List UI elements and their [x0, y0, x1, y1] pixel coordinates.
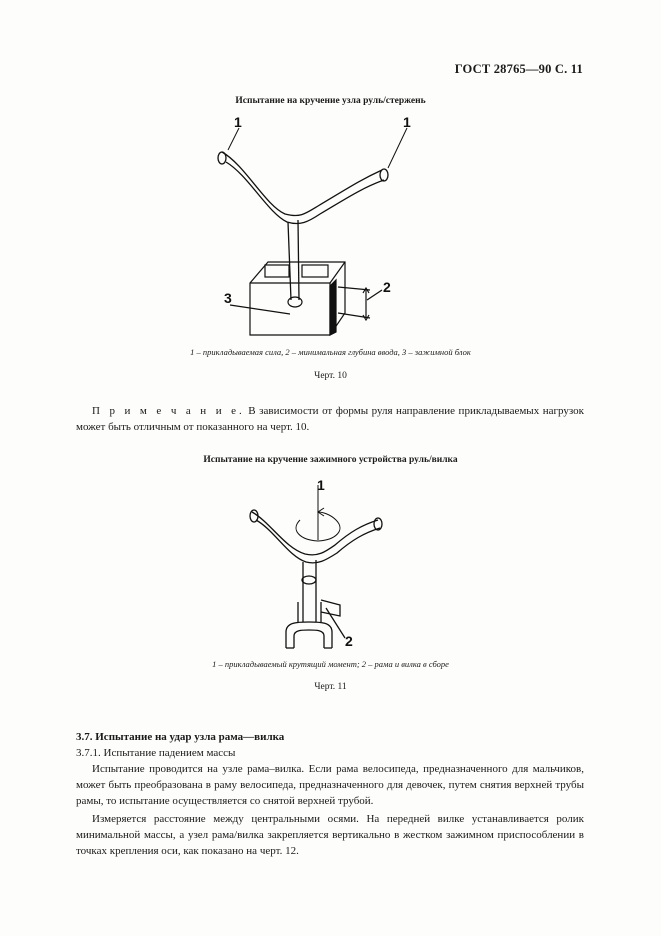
figure-10-caption: 1 – прикладываемая сила, 2 – минимальная глубина ввода, 3 – зажимной блок — [190, 347, 471, 357]
paragraph-1: Испытание проводится на узле рама–вилка. Если рама велосипеда, предназначенного для мальчиков, может быть преобразована в раму велосипеда, предназначенного для девочек, путем снятия верхней трубы рамы, то испытание осуществляется со снятой верхней трубой. — [76, 763, 584, 807]
paragraph-2: Измеряется расстояние между центральными осями. На передней вилке устанавливается ролик минимальной массы, а узел рама/вилка закрепляется вертикально в жестком зажимном приспособлении в точках крепления оси, как показано на черт. 12. — [76, 813, 584, 857]
note-label: П р и м е ч а н и е. — [92, 405, 245, 417]
label-force-left: 1 — [234, 114, 242, 130]
clamp-block — [230, 262, 382, 335]
figure-10-title: Испытание на кручение узла руль/стержень — [235, 96, 426, 106]
figure-11-title: Испытание на кручение зажимного устройства руль/вилка — [203, 455, 458, 465]
figure-10-number: Черт. 10 — [314, 371, 347, 381]
stem-fig10 — [288, 220, 299, 300]
page-header: ГОСТ 28765—90 С. 11 — [454, 62, 583, 76]
note-text: В зависимости от формы руля направление прикладываемых нагрузок может быть отличным от показанного на черт. 10. — [76, 405, 584, 433]
label-block: 3 — [224, 290, 232, 306]
handlebar-fig10 — [218, 152, 388, 224]
label-force-right: 1 — [403, 114, 411, 130]
label-torque: 1 — [317, 477, 325, 493]
figure-11-number: Черт. 11 — [314, 682, 347, 692]
label-frame-fork: 2 — [345, 633, 353, 649]
section-heading: 3.7. Испытание на удар узла рама—вилка — [76, 731, 285, 743]
note-paragraph — [76, 403, 584, 435]
subsection-heading: 3.7.1. Испытание падением массы — [76, 747, 236, 759]
figure-11-caption: 1 – прикладываемый крутящий момент; 2 – рама и вилка в сборе — [212, 659, 449, 669]
label-depth: 2 — [383, 279, 391, 295]
